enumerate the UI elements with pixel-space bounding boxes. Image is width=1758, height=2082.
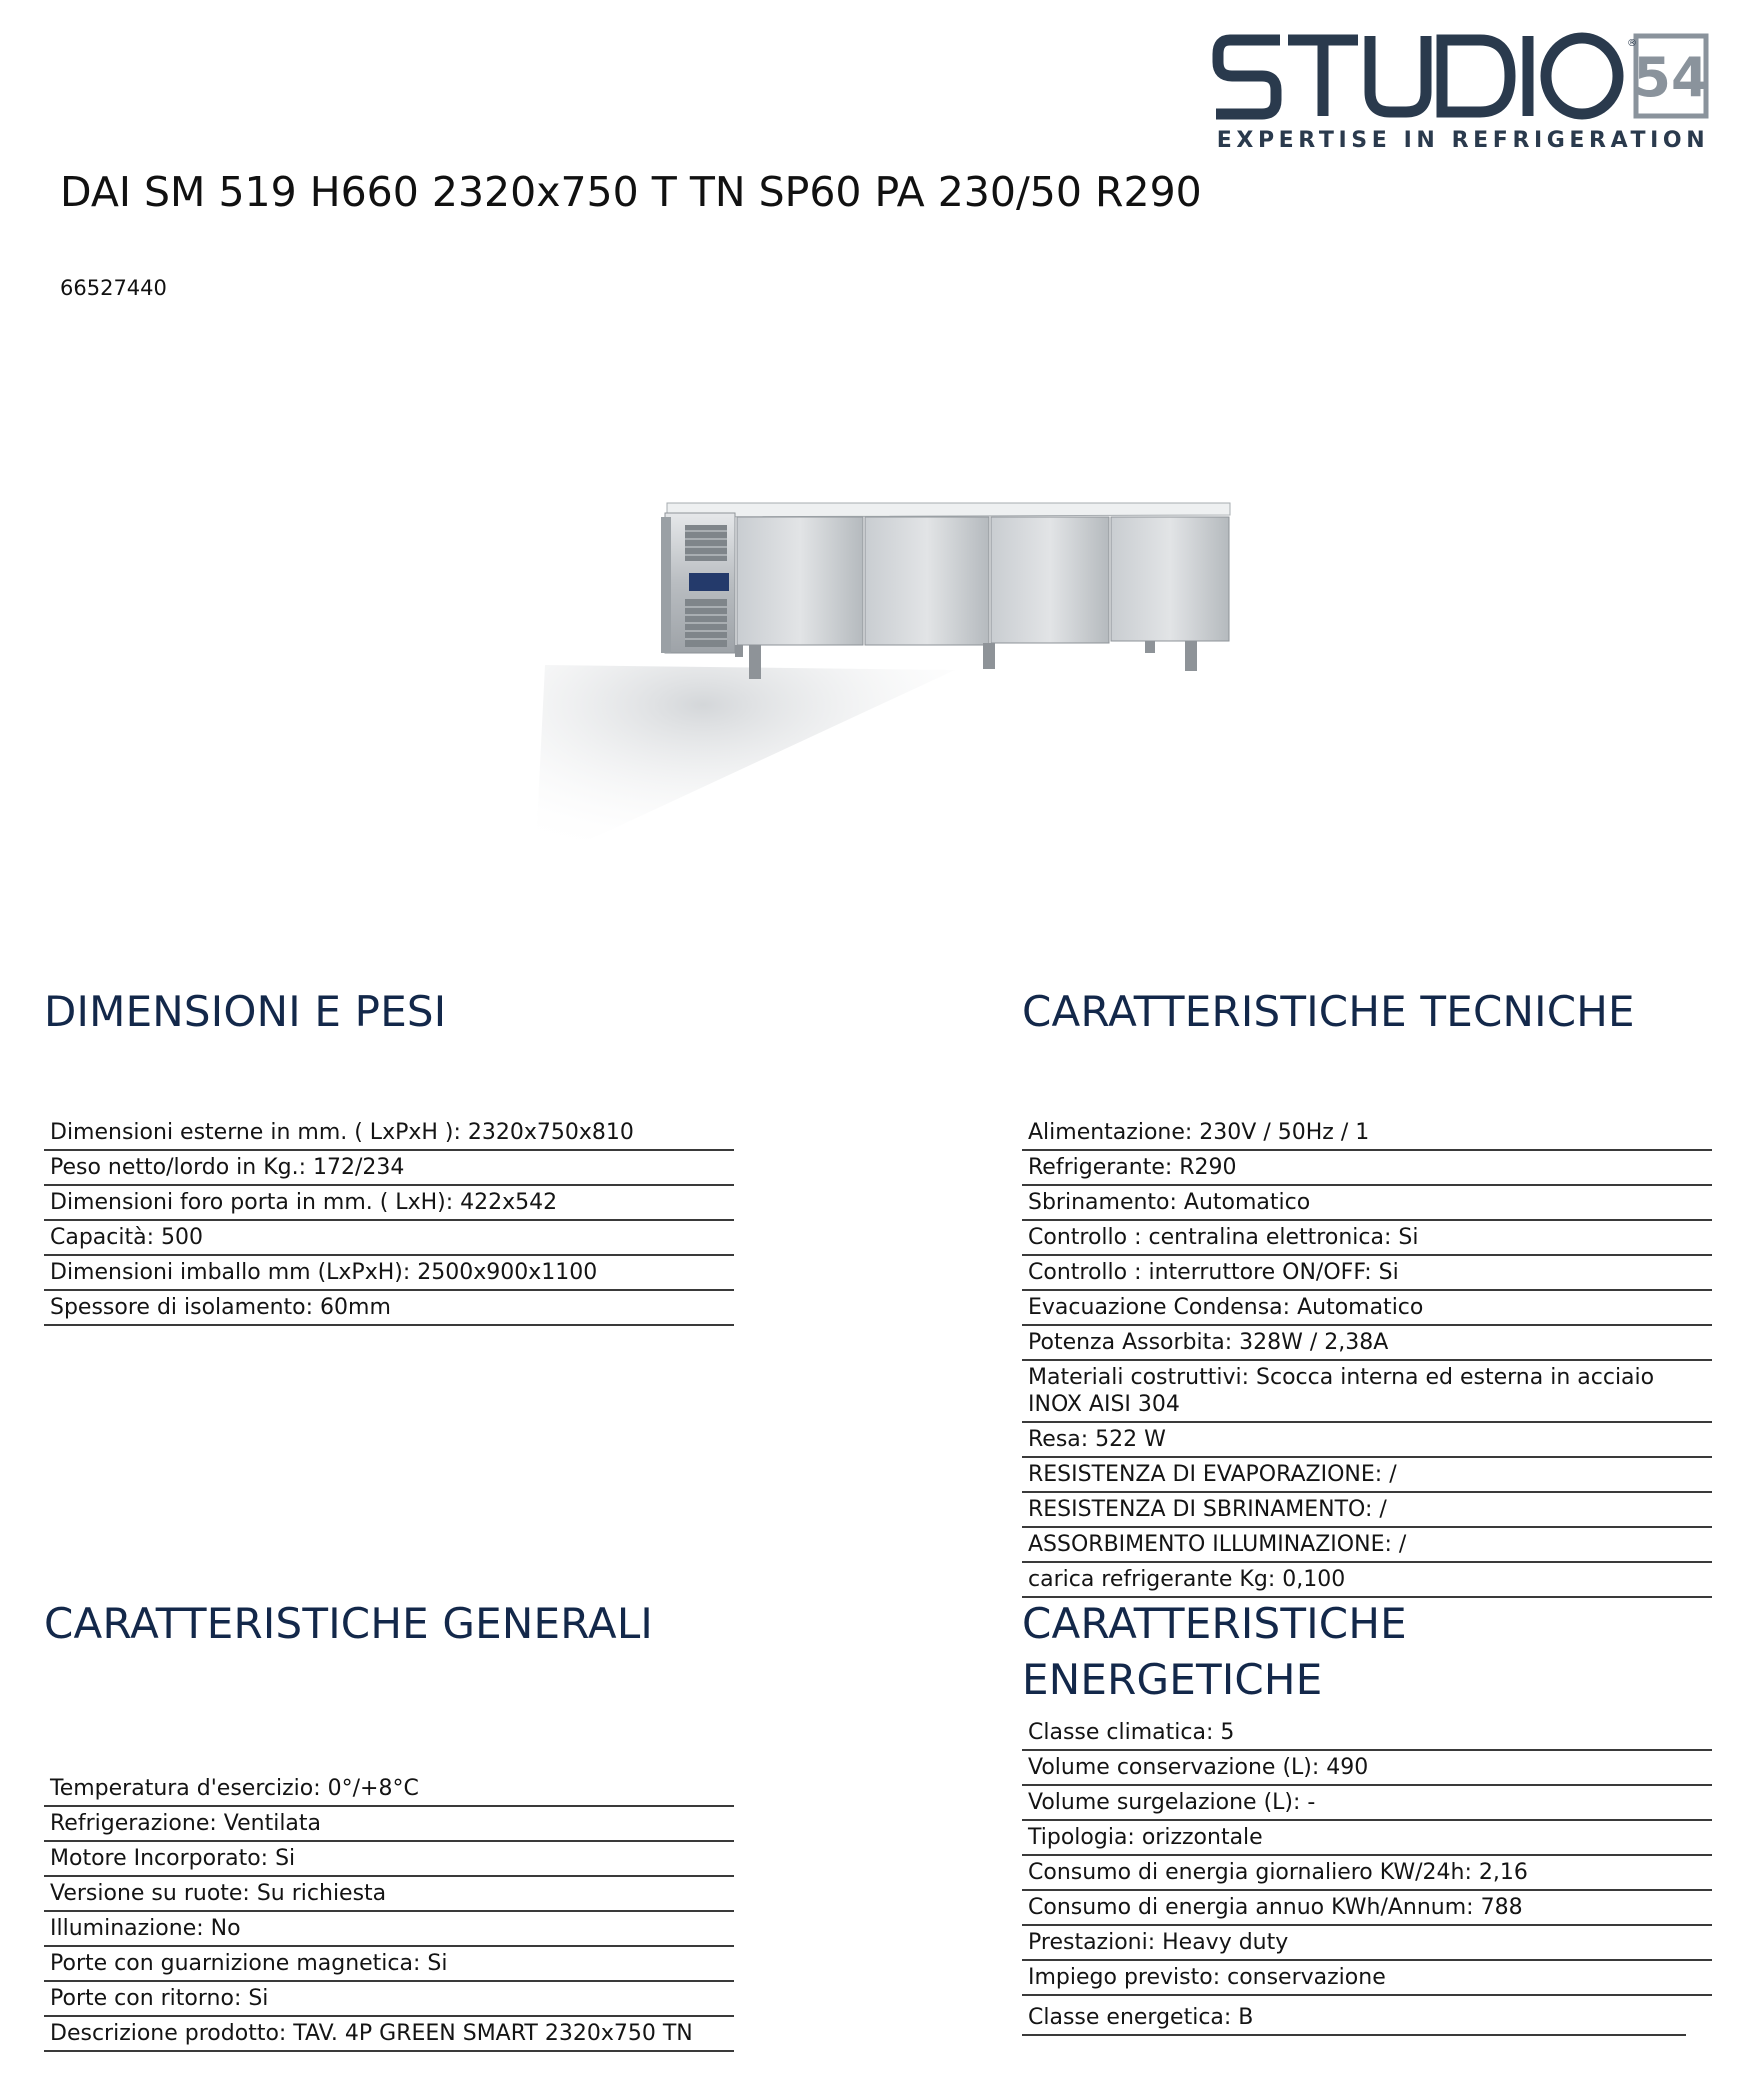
spec-row: Tipologia: orizzontale — [1022, 1821, 1712, 1856]
section-tecniche — [1022, 984, 1712, 1598]
spec-row: Porte con ritorno: Si — [44, 1982, 734, 2017]
section-title: CARATTERISTICHE ENERGETICHE — [1022, 1599, 1407, 1704]
spec-row: Spessore di isolamento: 60mm — [44, 1291, 734, 1326]
section-energetiche — [1022, 1596, 1712, 2036]
section-generali — [44, 1596, 734, 2052]
page-title: DAI SM 519 H660 2320x750 T TN SP60 PA 230/50 R290 — [60, 168, 1202, 216]
spec-row: Impiego previsto: conservazione — [1022, 1961, 1712, 1996]
spec-row: Alimentazione: 230V / 50Hz / 1 — [1022, 1116, 1712, 1151]
brand-logo — [1210, 30, 1716, 160]
spec-row: RESISTENZA DI SBRINAMENTO: / — [1022, 1493, 1712, 1528]
spec-row: Volume surgelazione (L): - — [1022, 1786, 1712, 1821]
spec-row: Controllo : centralina elettronica: Si — [1022, 1221, 1712, 1256]
spec-row: Refrigerante: R290 — [1022, 1151, 1712, 1186]
spec-row: Prestazioni: Heavy duty — [1022, 1926, 1712, 1961]
spec-row: carica refrigerante Kg: 0,100 — [1022, 1563, 1712, 1598]
spec-row: Classe climatica: 5 — [1022, 1716, 1712, 1751]
spec-row: Materiali costruttivi: Scocca interna ed esterna in acciaio INOX AISI 304 — [1022, 1361, 1712, 1423]
section-title: DIMENSIONI E PESI — [44, 987, 447, 1036]
spec-row: Classe energetica: B — [1022, 1996, 1686, 2036]
spec-row: Dimensioni imballo mm (LxPxH): 2500x900x1100 — [44, 1256, 734, 1291]
section-title: CARATTERISTICHE TECNICHE — [1022, 987, 1635, 1036]
spec-row: Potenza Assorbita: 328W / 2,38A — [1022, 1326, 1712, 1361]
logo-number: 54 — [1633, 46, 1709, 109]
product-code: 66527440 — [60, 276, 167, 300]
spec-list — [44, 1772, 734, 2052]
spec-row: Sbrinamento: Automatico — [1022, 1186, 1712, 1221]
spec-list — [44, 1116, 734, 1326]
spec-row: RESISTENZA DI EVAPORAZIONE: / — [1022, 1458, 1712, 1493]
spec-row: Resa: 522 W — [1022, 1423, 1712, 1458]
spec-row: Refrigerazione: Ventilata — [44, 1807, 734, 1842]
spec-row: Consumo di energia giornaliero KW/24h: 2,16 — [1022, 1856, 1712, 1891]
spec-row: Versione su ruote: Su richiesta — [44, 1877, 734, 1912]
spec-list — [1022, 1716, 1712, 2036]
spec-row: Descrizione prodotto: TAV. 4P GREEN SMART 2320x750 TN — [44, 2017, 734, 2052]
product-image — [505, 495, 1265, 875]
spec-row: Evacuazione Condensa: Automatico — [1022, 1291, 1712, 1326]
spec-row: Peso netto/lordo in Kg.: 172/234 — [44, 1151, 734, 1186]
section-title: CARATTERISTICHE GENERALI — [44, 1599, 654, 1648]
spec-row: ASSORBIMENTO ILLUMINAZIONE: / — [1022, 1528, 1712, 1563]
spec-row: Volume conservazione (L): 490 — [1022, 1751, 1712, 1786]
section-dimensioni — [44, 984, 734, 1326]
spec-row: Temperatura d'esercizio: 0°/+8°C — [44, 1772, 734, 1807]
spec-row: Dimensioni esterne in mm. ( LxPxH ): 2320x750x810 — [44, 1116, 734, 1151]
spec-row: Motore Incorporato: Si — [44, 1842, 734, 1877]
spec-row: Capacità: 500 — [44, 1221, 734, 1256]
spec-row: Illuminazione: No — [44, 1912, 734, 1947]
spec-row: Porte con guarnizione magnetica: Si — [44, 1947, 734, 1982]
spec-list — [1022, 1116, 1712, 1598]
spec-row: Controllo : interruttore ON/OFF: Si — [1022, 1256, 1712, 1291]
spec-row: Consumo di energia annuo KWh/Annum: 788 — [1022, 1891, 1712, 1926]
svg-text:®: ® — [1627, 38, 1637, 49]
brand-tagline: EXPERTISE IN REFRIGERATION — [1216, 128, 1710, 153]
spec-row: Dimensioni foro porta in mm. ( LxH): 422x542 — [44, 1186, 734, 1221]
studio54-logo-mark — [1210, 30, 1716, 126]
